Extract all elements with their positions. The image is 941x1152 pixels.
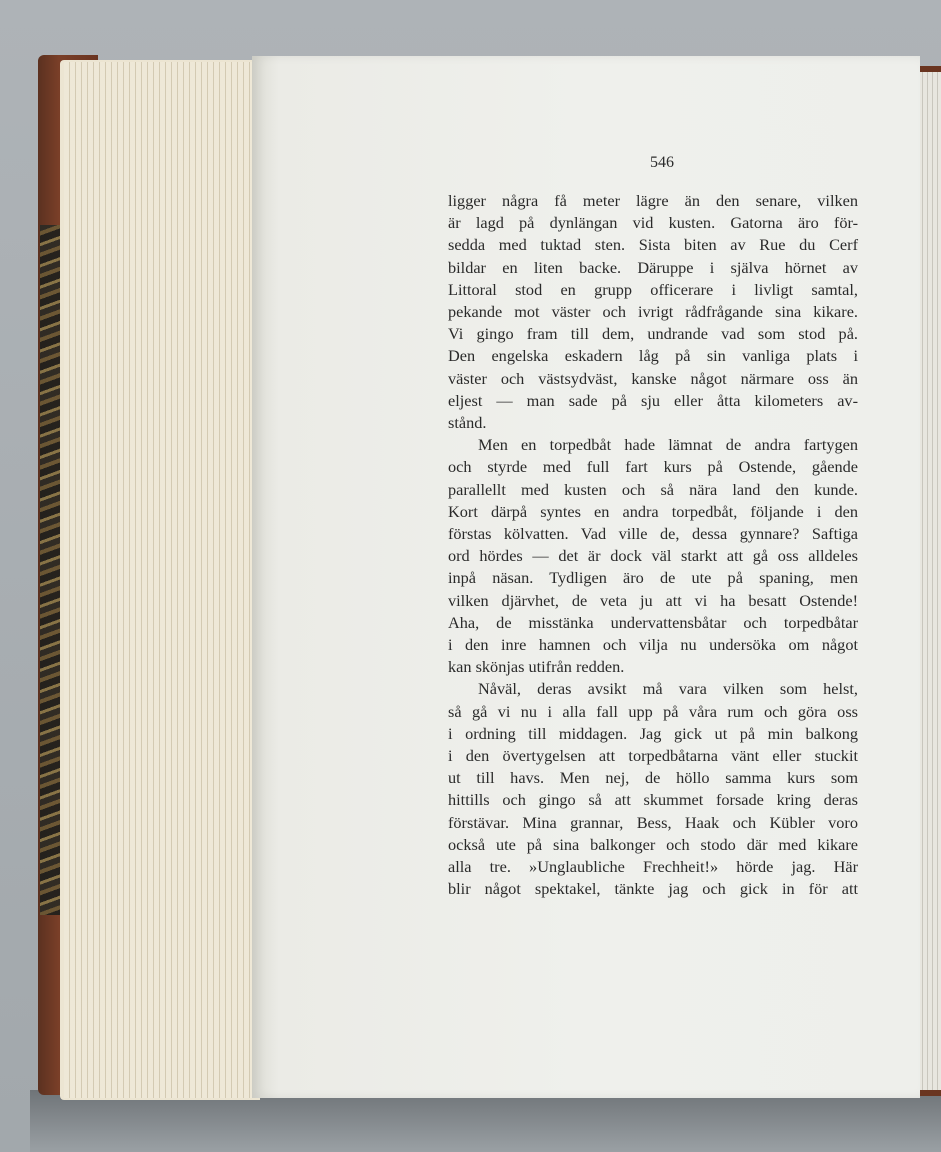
- text-line: Littoral stod en grupp officerare i livligt samtal,: [448, 279, 858, 299]
- text-line: Men en torpedbåt hade lämnat de andra fartygen: [478, 435, 858, 455]
- text-line: Den engelska eskadern låg på sin vanliga plats i: [448, 346, 858, 366]
- text-line: Vi gingo fram till dem, undrande vad som stod på.: [448, 324, 858, 344]
- text-line: bildar en liten backe. Däruppe i själva hörnet av: [448, 257, 858, 277]
- text-line: ligger några få meter lägre än den senare, vilken: [448, 191, 858, 210]
- text-line: inpå näsan. Tydligen äro de ute på spaning, men: [448, 568, 858, 588]
- text-line: förstävar. Mina grannar, Bess, Haak och Kübler voro: [448, 812, 858, 832]
- text-line: pekande mot väster och ivrigt rådfrågande sina kikare.: [448, 302, 858, 322]
- text-line: ord hördes — det är dock väl starkt att gå oss alldeles: [448, 546, 858, 566]
- text-line: Kort därpå syntes en andra torpedbåt, följande i den: [448, 501, 858, 521]
- text-line: Aha, de misstänka undervattensbåtar och torpedbåtar: [448, 612, 858, 632]
- text-line: alla tre. »Unglaubliche Frechheit!» hörde jag. Här: [448, 857, 858, 877]
- right-page-edges: [918, 72, 941, 1090]
- text-line: eljest — man sade på sju eller åtta kilometers av-: [448, 390, 858, 410]
- text-line: hittills och gingo så att skummet forsade kring deras: [448, 790, 858, 810]
- text-line: ut till havs. Men nej, de höllo samma kurs som: [448, 768, 858, 788]
- text-line: Nåväl, deras avsikt må vara vilken som helst,: [478, 679, 858, 699]
- text-line: parallellt med kusten och så nära land den kunde.: [448, 479, 858, 499]
- text-line: förstas kölvatten. Vad ville de, dessa gynnare? Saftiga: [448, 524, 858, 544]
- text-line: i den inre hamnen och vilja nu undersöka om något: [448, 635, 858, 655]
- text-line: vilken djärvhet, de veta ju att vi ha besatt Ostende!: [448, 590, 858, 610]
- text-line: sedda med tuktad sten. Sista biten av Rue du Cerf: [448, 235, 858, 255]
- marbled-spine: [40, 225, 62, 915]
- text-line: i den övertygelsen att torpedbåtarna vänt eller stuckit: [448, 746, 858, 766]
- page-edges: [64, 62, 256, 1098]
- text-line: så gå vi nu i alla fall upp på våra rum och göra oss: [448, 701, 858, 721]
- book-page: [252, 56, 920, 1098]
- text-line: väster och västsydväst, kanske något närmare oss än: [448, 368, 858, 388]
- text-line: blir något spektakel, tänkte jag och gick in för att: [448, 879, 858, 899]
- text-line: också ute på sina balkonger och stodo där med kikare: [448, 834, 858, 854]
- text-line: är lagd på dynlängan vid kusten. Gatorna äro för-: [448, 213, 858, 233]
- text-line: kan skönjas utifrån redden.: [448, 657, 625, 677]
- page-number: 546: [650, 154, 674, 171]
- text-line: i ordning till middagen. Jag gick ut på min balkong: [448, 723, 858, 743]
- text-line: och styrde med full fart kurs på Ostende, gående: [448, 457, 858, 477]
- body-text: [448, 190, 858, 901]
- text-line: stånd.: [448, 413, 487, 433]
